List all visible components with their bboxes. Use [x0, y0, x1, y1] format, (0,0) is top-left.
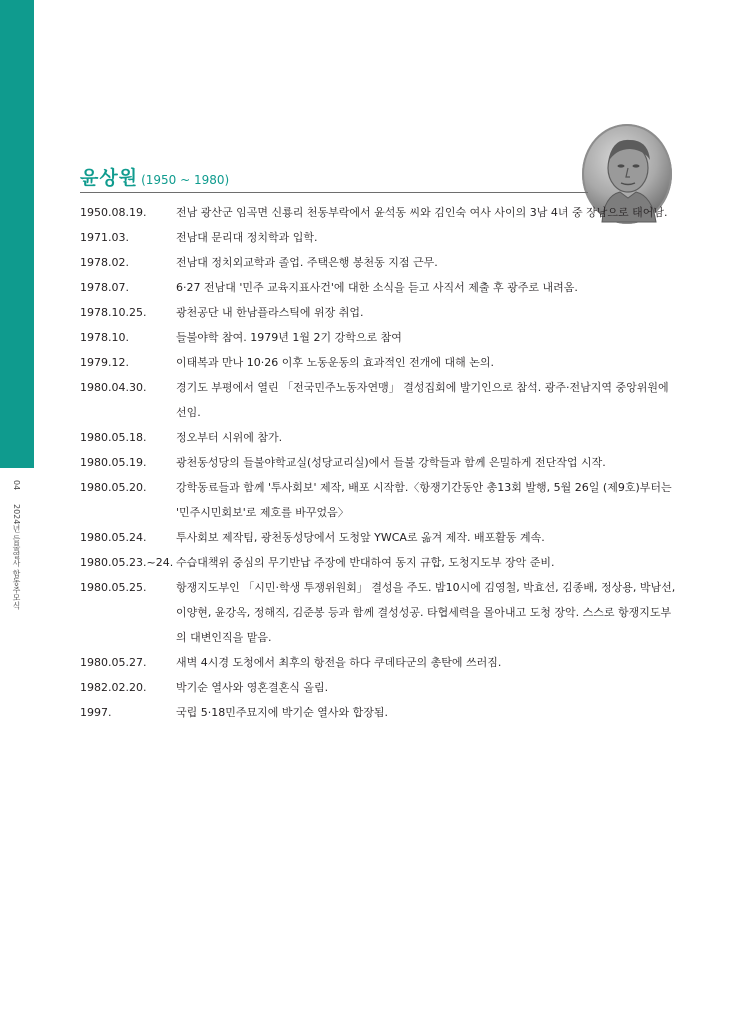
entry-text: 박기순 열사와 영혼결혼식 올림. — [176, 681, 329, 694]
entry-date: 1950.08.19. — [80, 206, 147, 219]
entry-date: 1971.03. — [80, 231, 129, 244]
publication-title: 2024년 들불열사 합동추모식 — [12, 504, 21, 610]
entry-text: 강학동료들과 함께 '투사회보' 제작, 배포 시작함.〈항쟁기간동안 총13회 발행, 5월 26일 (제9호)부터는 '민주시민회보'로 제호를 바꾸었음〉 — [176, 481, 672, 519]
chronology-entry — [80, 375, 680, 425]
side-color-band — [0, 0, 34, 468]
side-running-head — [6, 480, 28, 680]
entry-date: 1978.07. — [80, 281, 129, 294]
chronology-entry — [80, 300, 680, 325]
chronology-entry — [80, 550, 680, 575]
chronology-entry — [80, 200, 680, 225]
entry-text: 경기도 부평에서 열린 「전국민주노동자연맹」 결성집회에 발기인으로 참석. 광주·전남지역 중앙위원에 선임. — [176, 381, 669, 419]
chronology-entry — [80, 650, 680, 675]
entry-text: 항쟁지도부인 「시민·학생 투쟁위원회」 결성을 주도. 밤10시에 김영철, 박효선, 김종배, 정상용, 박남선, 이양현, 윤강옥, 정해직, 김준봉 등과 함께 결성성공. 타협세력을 몰아내고 도청 장악. 스스로 항쟁지도부의 대변인직을 맡음. — [176, 581, 676, 644]
entry-text: 국립 5·18민주묘지에 박기순 열사와 합장됨. — [176, 706, 388, 719]
chronology-entry — [80, 450, 680, 475]
entry-date: 1980.05.20. — [80, 481, 147, 494]
entry-date: 1980.05.19. — [80, 456, 147, 469]
entry-date: 1979.12. — [80, 356, 129, 369]
entry-date: 1997. — [80, 706, 112, 719]
entry-date: 1978.10. — [80, 331, 129, 344]
entry-date: 1980.05.25. — [80, 581, 147, 594]
entry-text: 이태복과 만나 10·26 이후 노동운동의 효과적인 전개에 대해 논의. — [176, 356, 494, 369]
entry-text: 광천공단 내 한남플라스틱에 위장 취업. — [176, 306, 364, 319]
entry-date: 1978.10.25. — [80, 306, 147, 319]
entry-date: 1978.02. — [80, 256, 129, 269]
section-heading — [80, 163, 229, 193]
entry-text: 6·27 전남대 '민주 교육지표사건'에 대한 소식을 듣고 사직서 제출 후 광주로 내려옴. — [176, 281, 578, 294]
entry-date: 1982.02.20. — [80, 681, 147, 694]
entry-text: 전남 광산군 임곡면 신룡리 천동부락에서 윤석동 씨와 김인숙 여사 사이의 3남 4녀 중 장남으로 태어남. — [176, 206, 668, 219]
chronology-entry — [80, 525, 680, 550]
entry-text: 새벽 4시경 도청에서 최후의 항전을 하다 쿠데타군의 총탄에 쓰러짐. — [176, 656, 502, 669]
chronology-entry — [80, 350, 680, 375]
person-name: 윤상원 — [80, 167, 139, 189]
chronology-entry — [80, 250, 680, 275]
page-number: 04 — [12, 480, 21, 491]
chronology-entry — [80, 575, 680, 650]
entry-text: 광천동성당의 들불야학교실(성당교리실)에서 들불 강학들과 함께 은밀하게 전단작업 시작. — [176, 456, 606, 469]
entry-text: 들불야학 참여. 1979년 1월 2기 강학으로 참여 — [176, 331, 402, 344]
entry-date: 1980.04.30. — [80, 381, 147, 394]
chronology-entry — [80, 675, 680, 700]
entry-text: 정오부터 시위에 참가. — [176, 431, 283, 444]
chronology-entry — [80, 325, 680, 350]
life-years: (1950 ~ 1980) — [141, 173, 230, 187]
chronology-list — [80, 200, 680, 725]
entry-text: 수습대책위 중심의 무기반납 주장에 반대하여 동지 규합, 도청지도부 장악 준비. — [176, 556, 555, 569]
entry-date: 1980.05.24. — [80, 531, 147, 544]
entry-date: 1980.05.23.~24. — [80, 556, 174, 569]
chronology-entry — [80, 700, 680, 725]
chronology-entry — [80, 425, 680, 450]
entry-date: 1980.05.18. — [80, 431, 147, 444]
heading-divider — [80, 192, 588, 193]
entry-text: 투사회보 제작팀, 광천동성당에서 도청앞 YWCA로 옮겨 제작. 배포활동 계속. — [176, 531, 545, 544]
entry-text: 전남대 정치외교학과 졸업. 주택은행 봉천동 지점 근무. — [176, 256, 438, 269]
chronology-entry — [80, 475, 680, 525]
entry-date: 1980.05.27. — [80, 656, 147, 669]
chronology-entry — [80, 275, 680, 300]
chronology-entry — [80, 225, 680, 250]
entry-text: 전남대 문리대 정치학과 입학. — [176, 231, 318, 244]
